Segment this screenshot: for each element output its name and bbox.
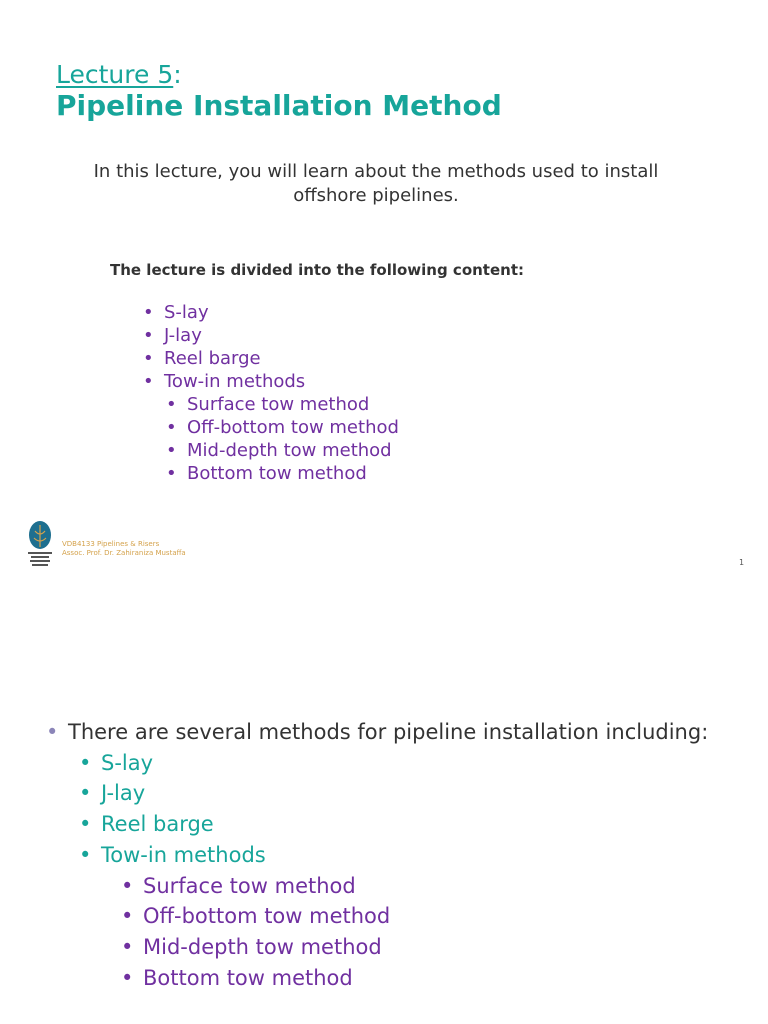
bullet-icon: •	[121, 873, 134, 898]
methods-list	[46, 717, 708, 993]
list-item: • Mid-depth tow method	[166, 440, 392, 461]
lecture-label	[56, 60, 182, 89]
bullet-icon: •	[143, 325, 154, 346]
list-item: • Bottom tow method	[46, 963, 708, 994]
list-item: • Reel barge	[46, 809, 708, 840]
lecturer-name: Assoc. Prof. Dr. Zahiraniza Mustaffa	[62, 549, 186, 557]
list-item: • Off-bottom tow method	[46, 901, 708, 932]
slide-2	[0, 700, 768, 1024]
list-item: • S-lay	[46, 748, 708, 779]
bullet-icon: •	[166, 440, 177, 461]
bullet-icon: •	[121, 934, 134, 959]
bullet-icon: •	[79, 812, 92, 837]
intro-line-2: offshore pipelines.	[293, 185, 459, 206]
list-item: • J-lay	[143, 325, 202, 346]
course-name: VDB4133 Pipelines & Risers	[62, 540, 160, 548]
university-logo-icon	[26, 520, 54, 568]
bullet-icon: •	[166, 394, 177, 415]
bullet-icon: •	[121, 965, 134, 990]
list-item: • Off-bottom tow method	[166, 417, 399, 438]
lecture-number: Lecture 5	[56, 60, 174, 89]
list-item: • There are several methods for pipeline installation including:	[46, 717, 708, 748]
bullet-icon: •	[79, 781, 92, 806]
slide-footer	[62, 540, 186, 558]
bullet-icon: •	[46, 720, 59, 744]
bullet-icon: •	[166, 417, 177, 438]
bullet-icon: •	[143, 302, 154, 323]
list-item: • Reel barge	[143, 348, 261, 369]
bullet-icon: •	[79, 842, 92, 867]
list-item: • Surface tow method	[46, 871, 708, 902]
content-heading: The lecture is divided into the following content:	[110, 261, 525, 279]
intro-text	[40, 160, 712, 208]
slide-title: Pipeline Installation Method	[56, 89, 502, 122]
bullet-icon: •	[121, 904, 134, 929]
list-item: • S-lay	[143, 302, 209, 323]
lecture-colon: :	[173, 60, 182, 89]
bullet-icon: •	[143, 348, 154, 369]
list-item: • J-lay	[46, 778, 708, 809]
content-list	[143, 301, 399, 485]
bullet-icon: •	[79, 750, 92, 775]
intro-line-1: In this lecture, you will learn about the methods used to install	[93, 161, 659, 182]
list-item: • Tow-in methods	[143, 371, 306, 392]
bullet-icon: •	[166, 463, 177, 484]
list-item: • Tow-in methods	[46, 840, 708, 871]
list-item: • Surface tow method	[166, 394, 370, 415]
list-item: • Bottom tow method	[166, 463, 367, 484]
page-number: 1	[739, 558, 745, 567]
list-item: • Mid-depth tow method	[46, 932, 708, 963]
bullet-icon: •	[143, 371, 154, 392]
